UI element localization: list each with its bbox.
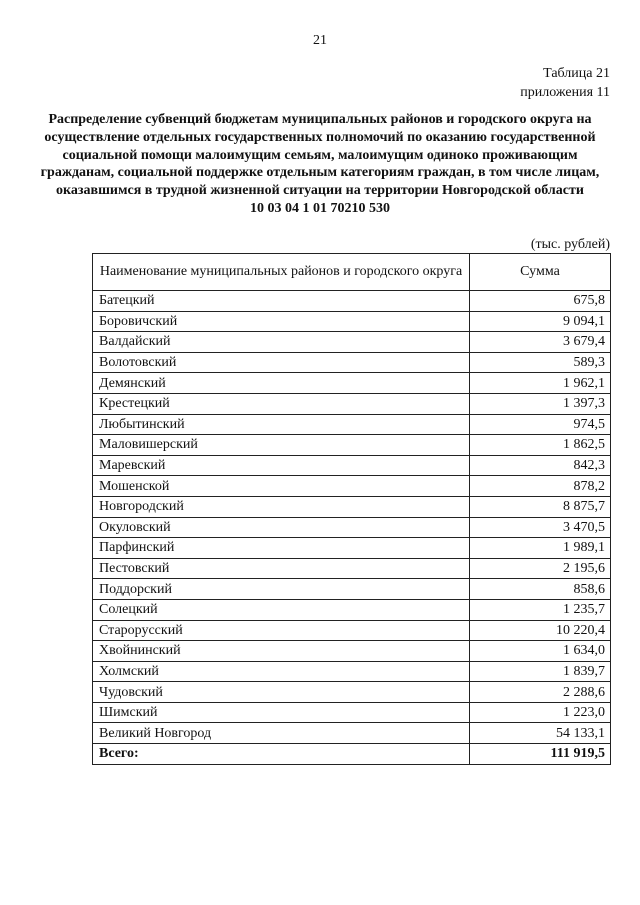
district-sum: 54 133,1 <box>470 723 611 744</box>
page-number: 21 <box>313 33 327 48</box>
district-name: Маревский <box>93 455 470 476</box>
district-name: Хвойнинский <box>93 641 470 662</box>
table-row <box>93 723 611 744</box>
table-row <box>93 661 611 682</box>
table-row <box>93 332 611 353</box>
district-sum: 1 839,7 <box>470 661 611 682</box>
district-name: Холмский <box>93 661 470 682</box>
district-name: Чудовский <box>93 682 470 703</box>
table-row <box>93 352 611 373</box>
table-row <box>93 291 611 312</box>
table-row <box>93 641 611 662</box>
title-text: Распределение субвенций бюджетам муниципальных районов и городского округа на осуществление отдельных государственных полномочий по оказанию государственной социальной помощи малоимущим семьям, малоимущим одиноко проживающим гражданам, социальной поддержке отдельным категориям граждан, в том числе лицам, оказавшимся в трудной жизненной ситуации на территории Новгородской области <box>40 112 600 199</box>
table-row <box>93 682 611 703</box>
district-sum: 1 989,1 <box>470 538 611 559</box>
budget-classification-code: 10 03 04 1 01 70210 530 <box>250 200 390 216</box>
district-name: Волотовский <box>93 352 470 373</box>
district-name: Демянский <box>93 373 470 394</box>
district-name: Старорусский <box>93 620 470 641</box>
table-row <box>93 620 611 641</box>
document-title <box>40 111 600 218</box>
table-row <box>93 538 611 559</box>
district-sum: 589,3 <box>470 352 611 373</box>
appendix-reference: приложения 11 <box>520 85 610 100</box>
district-name: Батецкий <box>93 291 470 312</box>
table-row <box>93 414 611 435</box>
column-header-name: Наименование муниципальных районов и городского округа <box>93 254 470 291</box>
district-name: Любытинский <box>93 414 470 435</box>
district-sum: 10 220,4 <box>470 620 611 641</box>
district-name: Новгородский <box>93 496 470 517</box>
district-sum: 1 223,0 <box>470 702 611 723</box>
table-row <box>93 455 611 476</box>
district-sum: 1 862,5 <box>470 435 611 456</box>
units-label: (тыс. рублей) <box>530 237 610 252</box>
district-sum: 842,3 <box>470 455 611 476</box>
district-name: Шимский <box>93 702 470 723</box>
district-sum: 9 094,1 <box>470 311 611 332</box>
table-row <box>93 476 611 497</box>
table-row <box>93 496 611 517</box>
table-number: Таблица 21 <box>543 66 610 81</box>
district-name: Парфинский <box>93 538 470 559</box>
subvention-table <box>92 253 611 765</box>
district-name: Пестовский <box>93 558 470 579</box>
district-name: Маловишерский <box>93 435 470 456</box>
district-sum: 2 195,6 <box>470 558 611 579</box>
district-sum: 1 962,1 <box>470 373 611 394</box>
district-name: Мошенской <box>93 476 470 497</box>
district-sum: 1 634,0 <box>470 641 611 662</box>
table-body <box>93 291 611 765</box>
district-sum: 8 875,7 <box>470 496 611 517</box>
table-row <box>93 311 611 332</box>
table-reference <box>520 64 610 102</box>
district-name: Крестецкий <box>93 393 470 414</box>
table-row <box>93 702 611 723</box>
district-name: Валдайский <box>93 332 470 353</box>
table-row <box>93 373 611 394</box>
district-sum: 1 397,3 <box>470 393 611 414</box>
table-row <box>93 579 611 600</box>
district-sum: 974,5 <box>470 414 611 435</box>
district-name: Солецкий <box>93 599 470 620</box>
district-name: Окуловский <box>93 517 470 538</box>
table-row <box>93 599 611 620</box>
district-name: Великий Новгород <box>93 723 470 744</box>
district-sum: 3 470,5 <box>470 517 611 538</box>
table-row <box>93 435 611 456</box>
district-name: Боровичский <box>93 311 470 332</box>
table-row <box>93 517 611 538</box>
district-sum: 1 235,7 <box>470 599 611 620</box>
district-sum: 878,2 <box>470 476 611 497</box>
district-sum: 2 288,6 <box>470 682 611 703</box>
total-label: Всего: <box>93 744 470 765</box>
column-header-sum: Сумма <box>470 254 611 291</box>
district-name: Поддорский <box>93 579 470 600</box>
district-sum: 858,6 <box>470 579 611 600</box>
total-sum: 111 919,5 <box>470 744 611 765</box>
district-sum: 675,8 <box>470 291 611 312</box>
table-header-row <box>93 254 611 291</box>
table-row <box>93 393 611 414</box>
district-sum: 3 679,4 <box>470 332 611 353</box>
table-row <box>93 558 611 579</box>
total-row <box>93 744 611 765</box>
